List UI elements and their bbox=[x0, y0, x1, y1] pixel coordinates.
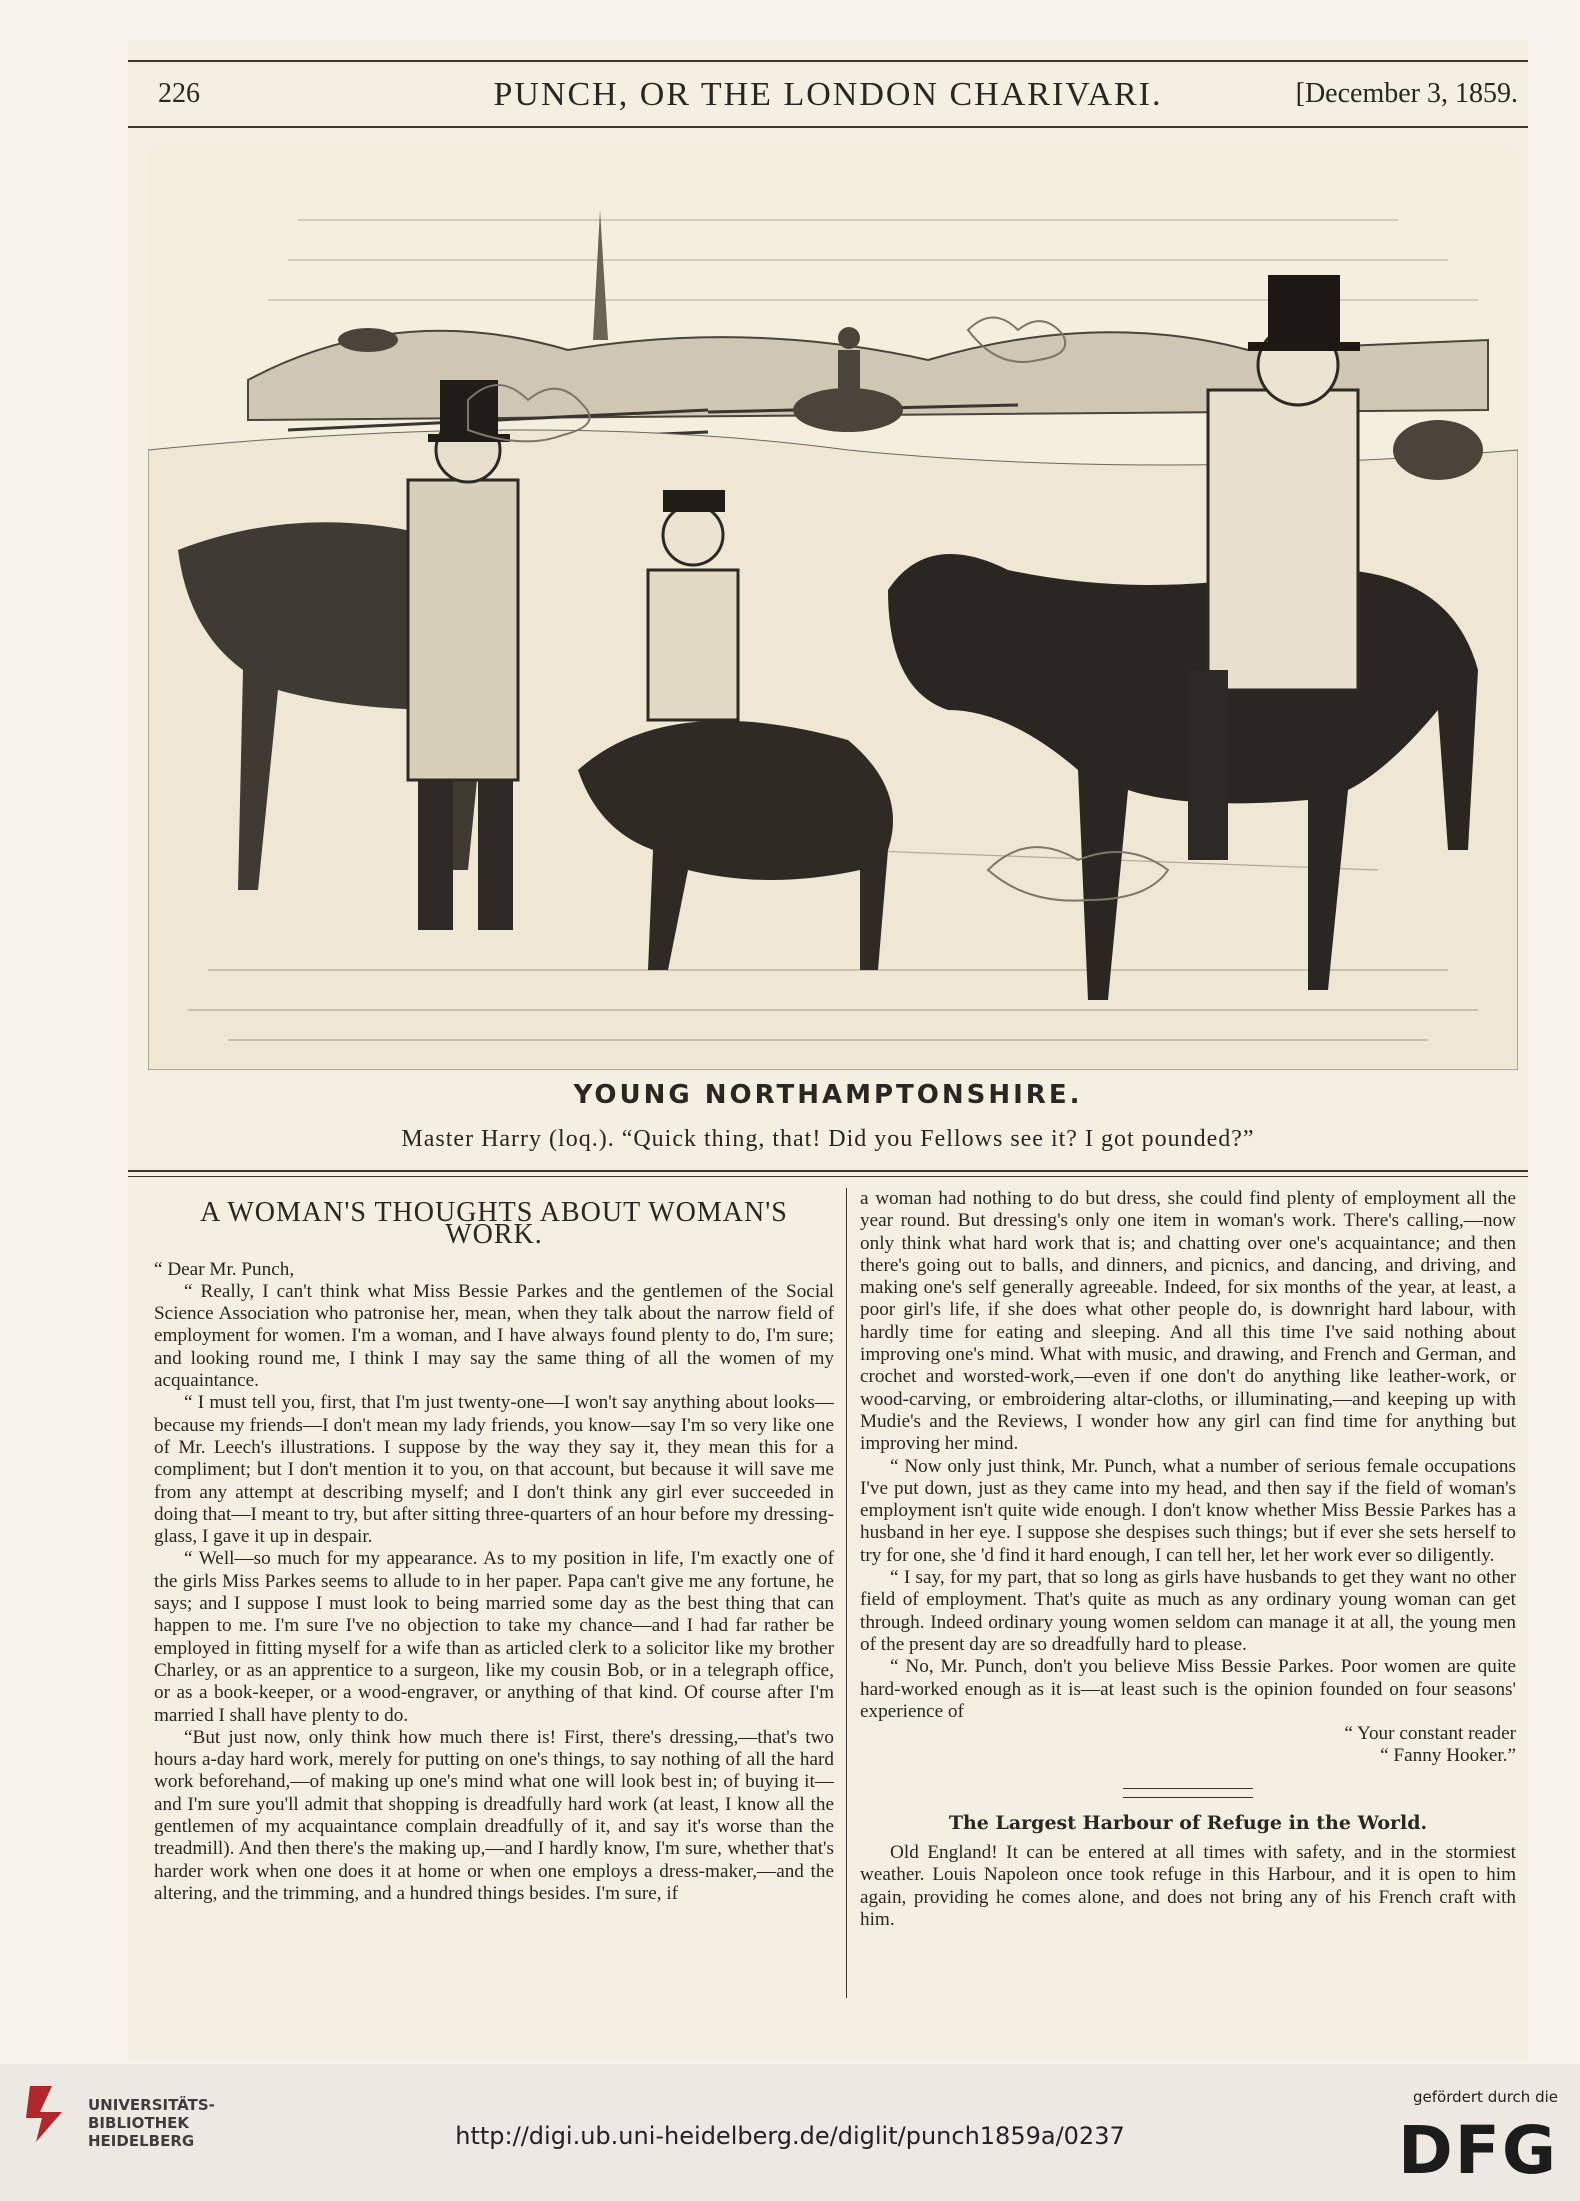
section-rule bbox=[1123, 1788, 1253, 1789]
left-column bbox=[154, 1188, 834, 1905]
article-paragraph: “ I say, for my part, that so long as girls have husbands to get they want no other field of employment. That's quite as much as any ordinary young woman can get through. Indeed ordinary young women seldom can manage it at all, the young men of the present day are so dreadfully hard to please. bbox=[860, 1567, 1516, 1655]
signature-line: “ Your constant reader bbox=[1344, 1723, 1516, 1745]
illustration-title: YOUNG NORTHAMPTONSHIRE. bbox=[573, 1080, 1083, 1110]
header-rule bbox=[128, 126, 1528, 128]
library-name-line: HEIDELBERG bbox=[88, 2132, 195, 2150]
article-paragraph: “But just now, only think how much there is! First, there's dressing,—that's two hours a-day hard work, merely for putting on one's things, to say nothing of all the hard work beforehand,—of making up one's mind what one will look best in; of buying it—and I'm sure you'll admit that shopping is dreadfully hard work (at least, I know all the gentlemen of my acquaintance complain dreadfully of it, and say it's worse than the treadmill). And then there's the making up,—and I hardly know, I'm sure, whether that's harder work when one does it at home or when one employs a dress-maker,—and the altering, and the trimming, and a hundred things besides. I'm sure, if bbox=[154, 1726, 834, 1904]
dfg-logo[interactable]: DFG bbox=[1397, 2112, 1558, 2189]
masthead-title: PUNCH, OR THE LONDON CHARIVARI. bbox=[493, 76, 1163, 113]
library-name-line: UNIVERSITÄTS- bbox=[88, 2096, 215, 2114]
funding-note: gefördert durch die bbox=[1413, 2088, 1558, 2106]
column-divider bbox=[846, 1188, 847, 1998]
article2-text: Old England! It can be entered at all times with safety, and in the stormiest weather. Louis Napoleon once took refuge in this Harbour, and it is open to him again, providing he comes alone, and does not bring any of his French craft with him. bbox=[860, 1842, 1516, 1930]
article-paragraph: a woman had nothing to do but dress, she could find plenty of employment all the year round. But dressing's only one item in woman's work. There's calling,—now only think what hard work that is; and chatting over one's acquaintance; and then there's going out to balls, and dinners, and picnics, and dancing, and driving, and making one's self generally agreeable. Indeed, for six months of the year, at least, a poor girl's life, if she does what other people do, is downright hard labour, with hardly time for eating and sleeping. And all this time I've said nothing about improving one's mind. What with music, and drawing, and French and German, and crochet and worsted-work,—even if one don't do anything like leather-work, or wood-carving, or embroidering altar-cloths, or illuminating,—and keeping up with Mudie's and the Reviews, I wonder how any girl can find time for anything but improving her mind. bbox=[860, 1188, 1516, 1455]
article-paragraph: “ Well—so much for my appearance. As to my position in life, I'm exactly one of the girls Miss Parkes seems to allude to in her paper. Papa can't give me any fortune, he says; and I suppose I must look to being married some day as the best thing that can happen to me. I'm sure I've no objection to take my chance—and I had far rather be employed in fitting myself for a wife than as articled clerk to a solicitor like my brother Charley, or as an apprentice to a surgeon, like my cousin Bob, or in a telegraph office, or as a book-keeper, or a wood-engraver, or anything of that kind. Of course after I'm married I shall have plenty to do. bbox=[154, 1548, 834, 1726]
article-paragraph: “ Now only just think, Mr. Punch, what a number of serious female occupations I've put down, just as they came into my head, and then say if the field of woman's employment isn't quite wide enough. I don't know whether Miss Bessie Parkes has a husband in her eye. I suppose she despises such things; but if ever she sets herself to try for one, she 'd find it hard enough, I can tell her, let her work ever so diligently. bbox=[860, 1455, 1516, 1566]
newspaper-page bbox=[128, 40, 1528, 2060]
header-rule-top bbox=[128, 60, 1528, 62]
salutation: “ Dear Mr. Punch, bbox=[154, 1258, 295, 1280]
illustration-caption: Master Harry (loq.). “Quick thing, that! Did you Fellows see it? I got pounded?” bbox=[401, 1126, 1255, 1152]
page-number: 226 bbox=[158, 78, 200, 109]
article-paragraph: “ I must tell you, first, that I'm just twenty-one—I won't say anything about looks—because my friends—I don't mean my lady friends, you know—say I'm so very like one of Mr. Leech's illustrations. I suppose by the way they say it, they mean this for a compliment; but I don't mention it to you, on that account, but because it will save me from any attempt at describing myself; and I don't think any girl ever succeeded in doing that—I meant to try, but after sitting three-quarters of an hour before my dressing-glass, I gave it up in despair. bbox=[154, 1392, 834, 1548]
article-paragraph: “ No, Mr. Punch, don't you believe Miss Bessie Parkes. Poor women are quite hard-worked enough as it is—at least such is the opinion founded on four seasons' experience of bbox=[860, 1656, 1516, 1722]
article-title: A WOMAN'S THOUGHTS ABOUT WOMAN'S WORK. bbox=[200, 1197, 788, 1251]
permalink-url[interactable]: http://digi.ub.uni-heidelberg.de/diglit/punch1859a/0237 bbox=[455, 2122, 1125, 2150]
viewer-footer bbox=[0, 2064, 1580, 2201]
page-header bbox=[128, 68, 1528, 124]
section-rule-thin bbox=[1123, 1797, 1253, 1798]
engraving-hunting-scene-icon bbox=[148, 150, 1518, 1070]
right-column bbox=[860, 1188, 1516, 1931]
signature-name: “ Fanny Hooker.” bbox=[1380, 1745, 1516, 1767]
issue-date: [December 3, 1859. bbox=[1295, 78, 1518, 109]
article-paragraph: “ Really, I can't think what Miss Bessie Parkes and the gentlemen of the Social Science Association who patronise her, mean, when they talk about the narrow field of employment for women. I'm a woman, and I have always found plenty to do, I'm sure; and looking round me, I think I may say the same thing of all the women of my acquaintance. bbox=[154, 1280, 834, 1392]
library-name-line: BIBLIOTHEK bbox=[88, 2114, 189, 2132]
caption-rule bbox=[128, 1170, 1528, 1172]
article2-title: The Largest Harbour of Refuge in the World. bbox=[948, 1811, 1428, 1834]
caption-rule-thin bbox=[128, 1176, 1528, 1177]
